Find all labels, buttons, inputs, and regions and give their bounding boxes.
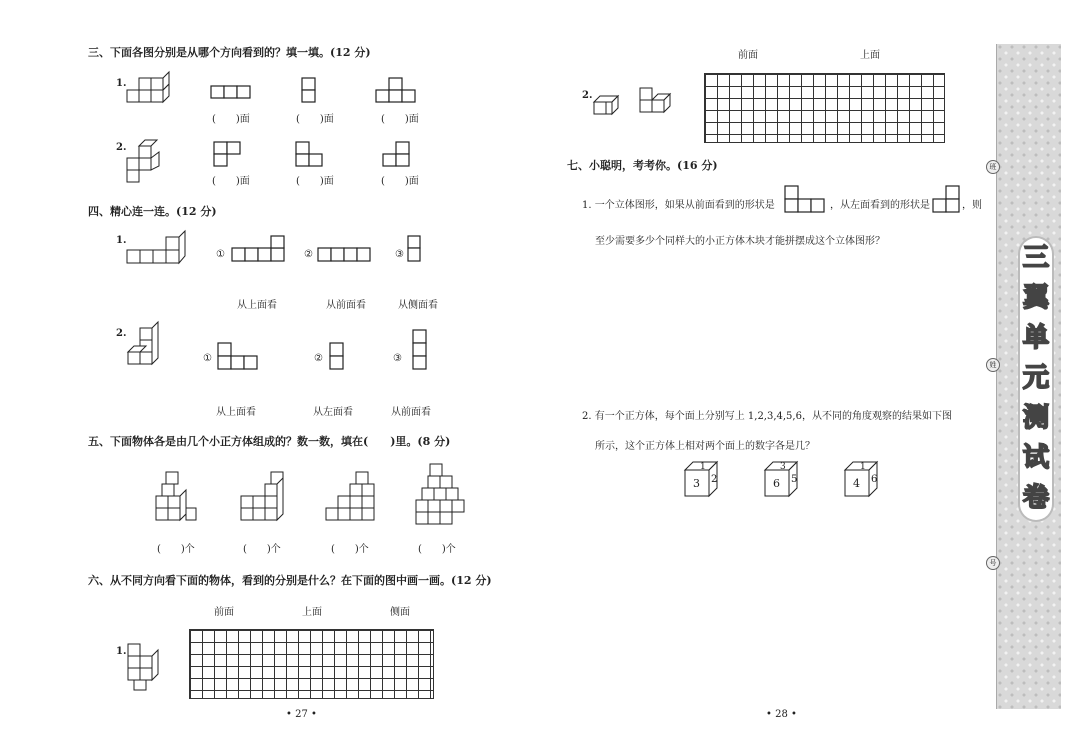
s7-p1-text-line2: 至少需要多少个同样大的小正方体木块才能拼摆成这个立体图形？ xyxy=(595,236,885,247)
s4-q2-number: 2. xyxy=(116,328,127,339)
s4-q1-circle-1: ① xyxy=(216,249,225,260)
s5-solid-3 xyxy=(326,472,381,527)
section-6-title: 六、从不同方向看下面的物体，看到的分别是什么？在下面的图中画一画。(12 分) xyxy=(88,574,492,587)
sidebar-badge-class: 班 xyxy=(986,160,1000,174)
s7-p1-text-c: ，则 xyxy=(962,200,982,211)
s4-q1-view-1: 从上面看 xyxy=(237,300,277,311)
die-2 xyxy=(765,462,805,498)
s3-q1-view-a xyxy=(211,86,251,106)
s4-q1-circle-3: ③ xyxy=(395,249,404,260)
s7-p1-text-a: 1. 一个立体图形，如果从前面看到的形状是 xyxy=(582,200,775,211)
banner-char-5: 测 xyxy=(1022,403,1049,433)
banner-char-6: 试 xyxy=(1022,443,1049,473)
s3-q1-view-c xyxy=(376,78,421,108)
die-1-side: 2 xyxy=(711,474,718,485)
s4-q2-circle-2: ② xyxy=(314,353,323,364)
s5-blank-4[interactable]: ( )个 xyxy=(418,544,456,555)
s4-q1-view-3: 从侧面看 xyxy=(398,300,438,311)
s3-q2-view-b xyxy=(296,142,331,172)
s6-header-front: 前面 xyxy=(214,607,234,618)
r-q2-number: 2. xyxy=(582,90,593,101)
s6-drawing-grid[interactable] xyxy=(189,629,434,699)
s3-q2-number: 2. xyxy=(116,142,127,153)
s3-q2-view-a xyxy=(214,142,249,172)
s4-q1-shape-2 xyxy=(318,248,378,268)
s3-q1-blank-a[interactable]: ( )面 xyxy=(212,114,250,125)
banner-char-1: 三 xyxy=(1022,243,1049,273)
s7-p1-text-b: ，从左面看到的形状是 xyxy=(830,200,930,211)
s3-q2-blank-b[interactable]: ( )面 xyxy=(296,176,334,187)
page-number-right: • 28 • xyxy=(766,709,797,720)
die-3-front: 4 xyxy=(853,477,860,490)
page-number-left: • 27 • xyxy=(286,709,317,720)
s3-q2-view-c xyxy=(383,142,418,172)
s4-q2-solid xyxy=(128,328,168,378)
s3-q1-solid xyxy=(127,78,177,108)
section-5-title: 五、下面物体各是由几个小正方体组成的？数一数，填在( )里。(8 分) xyxy=(88,435,451,448)
s7-p1-front-shape xyxy=(785,186,829,216)
r-header-top: 上面 xyxy=(860,50,880,61)
s4-q2-shape-1 xyxy=(218,343,268,373)
s3-q2-blank-c[interactable]: ( )面 xyxy=(381,176,419,187)
s6-q1-solid xyxy=(128,644,168,694)
s7-p2-text-line1: 2. 有一个正方体，每个面上分别写上 1,2,3,4,5,6，从不同的角度观察的结果如下图 xyxy=(582,411,952,422)
banner-char-2: 翼 xyxy=(1022,283,1049,313)
s3-q1-blank-c[interactable]: ( )面 xyxy=(381,114,419,125)
s4-q2-circle-1: ① xyxy=(203,353,212,364)
s5-solid-4 xyxy=(416,464,471,529)
s3-q2-solid xyxy=(127,146,177,186)
s4-q2-view-2: 从左面看 xyxy=(313,407,353,418)
s5-blank-3[interactable]: ( )个 xyxy=(331,544,369,555)
sidebar-banner xyxy=(1020,238,1052,520)
s3-q1-blank-b[interactable]: ( )面 xyxy=(296,114,334,125)
section-3-title: 三、下面各图分别是从哪个方向看到的？填一填。(12 分) xyxy=(88,46,371,59)
section-4-title: 四、精心连一连。(12 分) xyxy=(88,205,217,218)
banner-char-7: 卷 xyxy=(1022,483,1049,513)
die-1-front: 3 xyxy=(693,477,700,490)
die-3-top: 1 xyxy=(860,462,866,472)
die-1-top: 1 xyxy=(700,462,706,472)
s7-p2-text-line2: 所示，这个正方体上相对两个面上的数字各是几？ xyxy=(595,441,815,452)
s5-blank-1[interactable]: ( )个 xyxy=(157,544,195,555)
section-7-title: 七、小聪明，考考你。(16 分) xyxy=(567,159,718,172)
s4-q1-circle-2: ② xyxy=(304,249,313,260)
r-q2-solid-a xyxy=(594,96,624,126)
s4-q1-shape-3 xyxy=(408,236,428,266)
s4-q2-view-3: 从前面看 xyxy=(391,407,431,418)
banner-char-3: 单 xyxy=(1022,323,1049,353)
s4-q1-view-2: 从前面看 xyxy=(326,300,366,311)
s4-q2-view-1: 从上面看 xyxy=(216,407,256,418)
r-header-front: 前面 xyxy=(738,50,758,61)
r-q2-solid-b xyxy=(640,88,680,123)
s3-q1-view-b xyxy=(302,78,322,108)
s5-blank-2[interactable]: ( )个 xyxy=(243,544,281,555)
s4-q2-circle-3: ③ xyxy=(393,353,402,364)
s4-q1-shape-1 xyxy=(232,236,292,266)
die-3 xyxy=(845,462,885,498)
s4-q1-number: 1. xyxy=(116,235,127,246)
s4-q1-solid xyxy=(127,236,192,271)
die-1 xyxy=(685,462,725,498)
s3-q2-blank-a[interactable]: ( )面 xyxy=(212,176,250,187)
sidebar-badge-name: 姓 xyxy=(986,358,1000,372)
die-2-top: 3 xyxy=(780,462,786,472)
s5-solid-2 xyxy=(241,472,296,527)
s6-q1-number: 1. xyxy=(116,646,127,657)
s4-q2-shape-3 xyxy=(413,330,433,375)
die-3-side: 6 xyxy=(871,474,878,485)
s3-q1-number: 1. xyxy=(116,78,127,89)
sidebar-badge-number: 号 xyxy=(986,556,1000,570)
s5-solid-1 xyxy=(156,472,201,527)
die-2-front: 6 xyxy=(773,477,780,490)
r-drawing-grid[interactable] xyxy=(704,73,945,143)
s4-q2-shape-2 xyxy=(330,343,350,373)
s6-header-top: 上面 xyxy=(302,607,322,618)
s6-header-side: 侧面 xyxy=(390,607,410,618)
die-2-side: 5 xyxy=(791,474,798,485)
banner-char-4: 元 xyxy=(1022,363,1049,393)
